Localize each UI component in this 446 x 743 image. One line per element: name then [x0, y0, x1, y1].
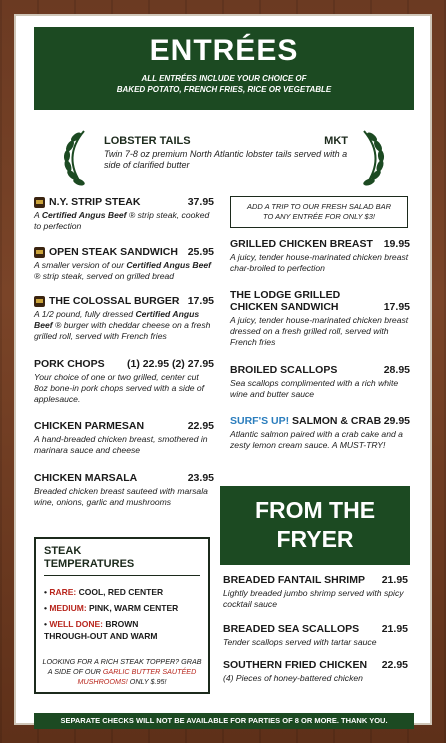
- menu-item-open-steak-sandwich: OPEN STEAK SANDWICH 25.95 A smaller version of our Certified Angus Beef ® strip steak, served on grilled bread: [34, 246, 214, 281]
- steak-temperatures-box: [34, 537, 210, 694]
- temp-row-rare: • RARE: COOL, RED CENTER: [44, 587, 164, 597]
- laurel-left-icon: [56, 127, 92, 189]
- mushroom-tip: LOOKING FOR A RICH STEAK TOPPER? GRAB A SIDE OF OUR GARLIC BUTTER SAUTÉED MUSHROOMS! ONLY $.95!: [42, 657, 202, 686]
- certified-angus-icon: [34, 296, 45, 307]
- menu-item-grilled-chicken-breast: GRILLED CHICKEN BREAST 19.95 A juicy, tender house-marinated chicken breast char-broiled to perfection: [230, 238, 410, 273]
- menu-item-ny-strip: N.Y. STRIP STEAK 37.95 A Certified Angus Beef ® strip steak, cooked to perfection: [34, 196, 214, 231]
- menu-item-lodge-chicken-sandwich: THE LODGE GRILLED CHICKEN SANDWICH 17.95 A juicy, tender house-marinated chicken breast dressed on a fresh grilled roll, served with French fries: [230, 289, 410, 347]
- salad-bar-note: ADD A TRIP TO OUR FRESH SALAD BAR TO ANY ENTRÉE FOR ONLY $3!: [230, 196, 408, 228]
- menu-item-fantail-shrimp: BREADED FANTAIL SHRIMP 21.95 Lightly breaded jumbo shrimp served with spicy cocktail sauce: [223, 574, 408, 609]
- menu-item-chicken-marsala: CHICKEN MARSALA 23.95 Breaded chicken breast sauteed with marsala wine, onions, garlic and mushrooms: [34, 472, 214, 507]
- entrees-title: ENTRÉES: [149, 34, 299, 67]
- menu-item-salmon-crab: SURF'S UP! SALMON & CRAB 29.95 Atlantic salmon paired with a crab cake and a zesty lemon cream sauce. A MUST-TRY!: [230, 415, 410, 450]
- surfs-up-tag: SURF'S UP!: [230, 415, 290, 427]
- menu-item-fried-chicken: SOUTHERN FRIED CHICKEN 22.95 (4) Pieces of honey-battered chicken: [223, 659, 408, 683]
- certified-angus-icon: [34, 247, 45, 258]
- lobster-feature: [62, 127, 384, 189]
- temp-row-well-done: • WELL DONE: BROWN THROUGH-OUT AND WARM: [44, 619, 158, 641]
- entrees-header: [34, 27, 414, 110]
- lobster-name: LOBSTER TAILS: [104, 135, 191, 147]
- menu-item-colossal-burger: THE COLOSSAL BURGER 17.95 A 1/2 pound, fully dressed Certified Angus Beef ® burger with cheddar cheese on a fresh grilled roll, served with French fries: [34, 295, 214, 341]
- certified-angus-icon: [34, 197, 45, 208]
- menu-item-pork-chops: PORK CHOPS (1) 22.95 (2) 27.95 Your choice of one or two grilled, center cut 8oz bone-in pork chops served with a side of applesauce.: [34, 358, 214, 404]
- temp-row-medium: • MEDIUM: PINK, WARM CENTER: [44, 603, 179, 613]
- lobster-price: MKT: [324, 135, 348, 147]
- footer-notice: SEPARATE CHECKS WILL NOT BE AVAILABLE FOR PARTIES OF 8 OR MORE. THANK YOU.: [34, 713, 414, 729]
- entrees-subtitle: ALL ENTRÉES INCLUDE YOUR CHOICE OF BAKED POTATO, FRENCH FRIES, RICE OR VEGETABLE: [116, 74, 332, 94]
- menu-item-broiled-scallops: BROILED SCALLOPS 28.95 Sea scallops complimented with a rich white wine and butter sauce: [230, 364, 410, 399]
- lobster-desc: Twin 7-8 oz premium North Atlantic lobster tails served with a side of clarified butter: [104, 149, 348, 170]
- laurel-right-icon: [356, 127, 392, 189]
- menu-card: [14, 14, 432, 725]
- divider: [44, 575, 200, 576]
- fryer-header: FROM THE FRYER: [220, 486, 410, 565]
- menu-item-chicken-parmesan: CHICKEN PARMESAN 22.95 A hand-breaded chicken breast, smothered in marinara sauce and cheese: [34, 420, 214, 455]
- menu-item-sea-scallops: BREADED SEA SCALLOPS 21.95 Tender scallops served with tartar sauce: [223, 623, 408, 647]
- steak-temperatures-title: STEAK TEMPERATURES: [44, 545, 135, 570]
